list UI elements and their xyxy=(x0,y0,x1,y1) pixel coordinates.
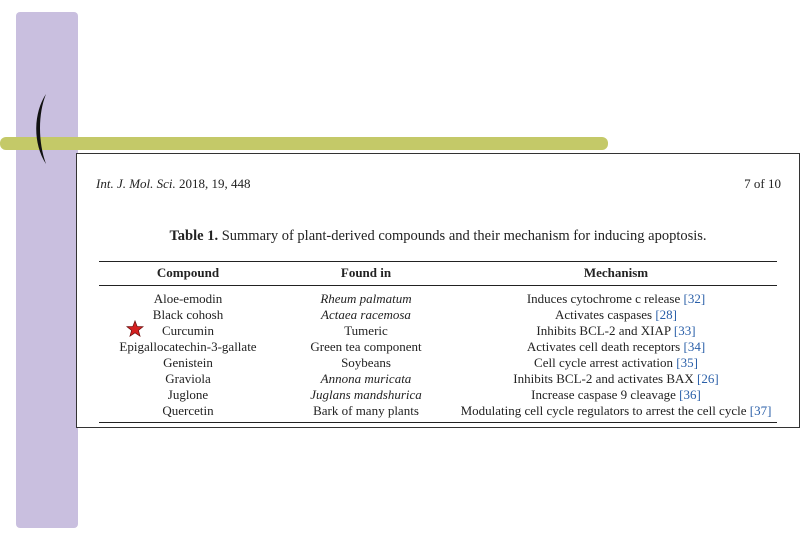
found-in-cell: Green tea component xyxy=(310,339,422,354)
found-in-cell: Juglans mandshurica xyxy=(310,387,422,402)
mechanism-text: Modulating cell cycle regulators to arrest the cell cycle xyxy=(460,403,747,418)
journal-name: Int. J. Mol. Sci. xyxy=(96,176,176,191)
found-in-cell: Bark of many plants xyxy=(277,403,455,423)
mechanism-cell xyxy=(455,339,777,355)
reference-link[interactable]: [26] xyxy=(697,371,719,386)
table-row xyxy=(99,387,777,403)
mechanism-text: Increase caspase 9 cleavage xyxy=(531,387,676,402)
mechanism-cell xyxy=(455,355,777,371)
table-row xyxy=(99,323,777,339)
reference-link[interactable]: [37] xyxy=(749,403,772,418)
header-found-in: Found in xyxy=(277,262,455,286)
mechanism-text: Cell cycle arrest activation xyxy=(534,355,674,370)
mechanism-cell xyxy=(455,371,777,387)
mechanism-cell xyxy=(455,403,777,423)
bracket-icon xyxy=(26,92,52,166)
mechanism-cell xyxy=(455,307,777,323)
reference-link[interactable]: [32] xyxy=(683,291,706,306)
mechanism-text: Inhibits BCL-2 and XIAP xyxy=(536,323,671,338)
table-row xyxy=(99,286,777,308)
found-in-cell: Annona muricata xyxy=(320,371,412,386)
compound-cell: Genistein xyxy=(163,355,213,370)
caption-label: Table 1. xyxy=(169,228,219,244)
mechanism-text: Activates caspases xyxy=(554,307,653,322)
star-icon xyxy=(126,320,144,338)
page-number: 7 of 10 xyxy=(744,176,781,191)
mechanism-text: Activates cell death receptors xyxy=(526,339,681,354)
table-row xyxy=(99,307,777,323)
reference-link[interactable]: [33] xyxy=(673,323,696,338)
found-in-cell: Soybeans xyxy=(341,355,391,370)
compound-cell: Quercetin xyxy=(99,403,277,423)
table-row xyxy=(99,355,777,371)
found-in-cell: Tumeric xyxy=(344,323,388,338)
table-row xyxy=(99,403,777,423)
reference-link[interactable]: [35] xyxy=(676,355,698,370)
compound-cell: Epigallocatechin-3-gallate xyxy=(119,339,257,354)
mechanism-text: Induces cytochrome c release xyxy=(526,291,681,306)
mechanism-cell xyxy=(455,323,777,339)
reference-link[interactable]: [36] xyxy=(679,387,701,402)
table-caption xyxy=(77,228,799,245)
table-row xyxy=(99,339,777,355)
found-in-cell: Actaea racemosa xyxy=(321,307,411,322)
compound-table xyxy=(99,261,777,423)
compound-cell: Juglone xyxy=(167,387,209,402)
document-excerpt xyxy=(76,153,800,428)
mechanism-cell xyxy=(455,286,777,308)
table-header-row xyxy=(99,262,777,286)
header-mechanism: Mechanism xyxy=(455,262,777,286)
journal-year-volume: 2018, 19, 448 xyxy=(179,176,251,191)
journal-citation xyxy=(96,176,251,192)
found-in-cell: Rheum palmatum xyxy=(320,291,412,306)
compound-cell xyxy=(99,323,277,339)
decorative-horizontal-bar xyxy=(0,137,608,150)
compound-name: Curcumin xyxy=(162,323,214,338)
compound-cell: Black cohosh xyxy=(152,307,224,322)
compound-cell: Graviola xyxy=(165,371,211,386)
table-row xyxy=(99,371,777,387)
mechanism-cell xyxy=(455,387,777,403)
caption-text: Summary of plant-derived compounds and their mechanism for inducing apoptosis. xyxy=(221,228,707,244)
decorative-vertical-bar xyxy=(16,12,78,528)
mechanism-text: Inhibits BCL-2 and activates BAX xyxy=(513,371,694,386)
header-compound: Compound xyxy=(99,262,277,286)
reference-link[interactable]: [28] xyxy=(655,307,678,322)
reference-link[interactable]: [34] xyxy=(683,339,706,354)
compound-cell: Aloe-emodin xyxy=(153,291,223,306)
